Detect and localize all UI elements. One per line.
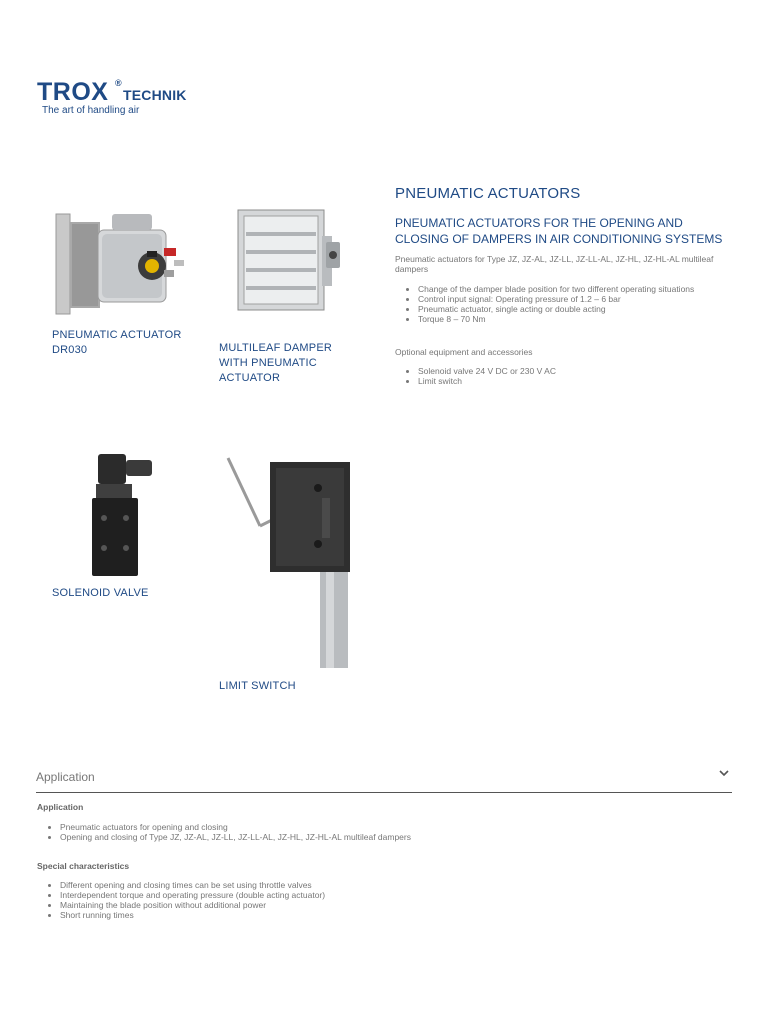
caption-line: DR030: [52, 344, 88, 356]
list-item: • Control input signal: Operating pressure of 1.2 – 6 bar: [418, 294, 758, 304]
list-item: • Torque 8 – 70 Nm: [418, 314, 758, 324]
optional-equipment-list: [395, 366, 758, 386]
special-characteristics-heading: Special characteristics: [37, 861, 130, 871]
product-image-limit-switch[interactable]: [222, 454, 357, 670]
list-item: • Maintaining the blade position without additional power: [60, 900, 660, 910]
product-caption-solenoid-valve[interactable]: [52, 586, 149, 601]
caption-line: MULTILEAF DAMPER: [219, 342, 333, 354]
caption-line: ACTUATOR: [219, 372, 281, 384]
list-item: • Short running times: [60, 910, 660, 920]
logo-suffix: TECHNIK: [123, 87, 187, 103]
feature-list: [395, 284, 758, 324]
caption-line: SOLENOID VALVE: [52, 587, 149, 599]
caption-line: PNEUMATIC ACTUATOR: [52, 329, 182, 341]
list-item: • Interdependent torque and operating pressure (double acting actuator): [60, 890, 660, 900]
list-item: • Change of the damper blade position for two different operating situations: [418, 284, 758, 294]
caption-line: LIMIT SWITCH: [219, 680, 296, 692]
trox-logo[interactable]: [37, 78, 197, 120]
application-heading: Application: [37, 802, 84, 812]
caption-line: WITH PNEUMATIC: [219, 357, 317, 369]
product-image-solenoid-valve[interactable]: [86, 448, 158, 578]
product-caption-pneumatic-actuator[interactable]: [52, 328, 182, 358]
page-subtitle: PNEUMATIC ACTUATORS FOR THE OPENING AND CLOSING OF DAMPERS IN AIR CONDITIONING SYSTEMS: [395, 216, 723, 246]
list-item: • Different opening and closing times can be set using throttle valves: [60, 880, 660, 890]
list-item: • Pneumatic actuator, single acting or double acting: [418, 304, 758, 314]
optional-equipment-label: Optional equipment and accessories: [395, 347, 533, 357]
list-item: • Limit switch: [418, 376, 758, 386]
logo-brand: TROX: [37, 78, 109, 106]
application-list: [37, 822, 660, 842]
logo-tagline: The art of handling air: [42, 105, 140, 116]
product-image-pneumatic-actuator[interactable]: [52, 208, 192, 320]
list-item: • Solenoid valve 24 V DC or 230 V AC: [418, 366, 758, 376]
special-characteristics-list: [37, 880, 660, 920]
accordion-title: Application: [36, 770, 95, 784]
product-description: Pneumatic actuators for Type JZ, JZ-AL, JZ-LL, JZ-LL-AL, JZ-HL, JZ-HL-AL multileaf dampers: [395, 254, 714, 274]
list-item: • Opening and closing of Type JZ, JZ-AL, JZ-LL, JZ-LL-AL, JZ-HL, JZ-HL-AL multileaf dampers: [60, 832, 660, 842]
page-title: PNEUMATIC ACTUATORS: [395, 185, 581, 202]
logo-registered-mark: ®: [115, 78, 122, 88]
product-caption-multileaf-damper[interactable]: [219, 341, 332, 386]
application-accordion-header[interactable]: [36, 764, 732, 793]
list-item: • Pneumatic actuators for opening and closing: [60, 822, 660, 832]
product-image-multileaf-damper[interactable]: [232, 208, 342, 312]
chevron-down-icon[interactable]: [719, 768, 729, 778]
product-caption-limit-switch[interactable]: [219, 679, 296, 694]
